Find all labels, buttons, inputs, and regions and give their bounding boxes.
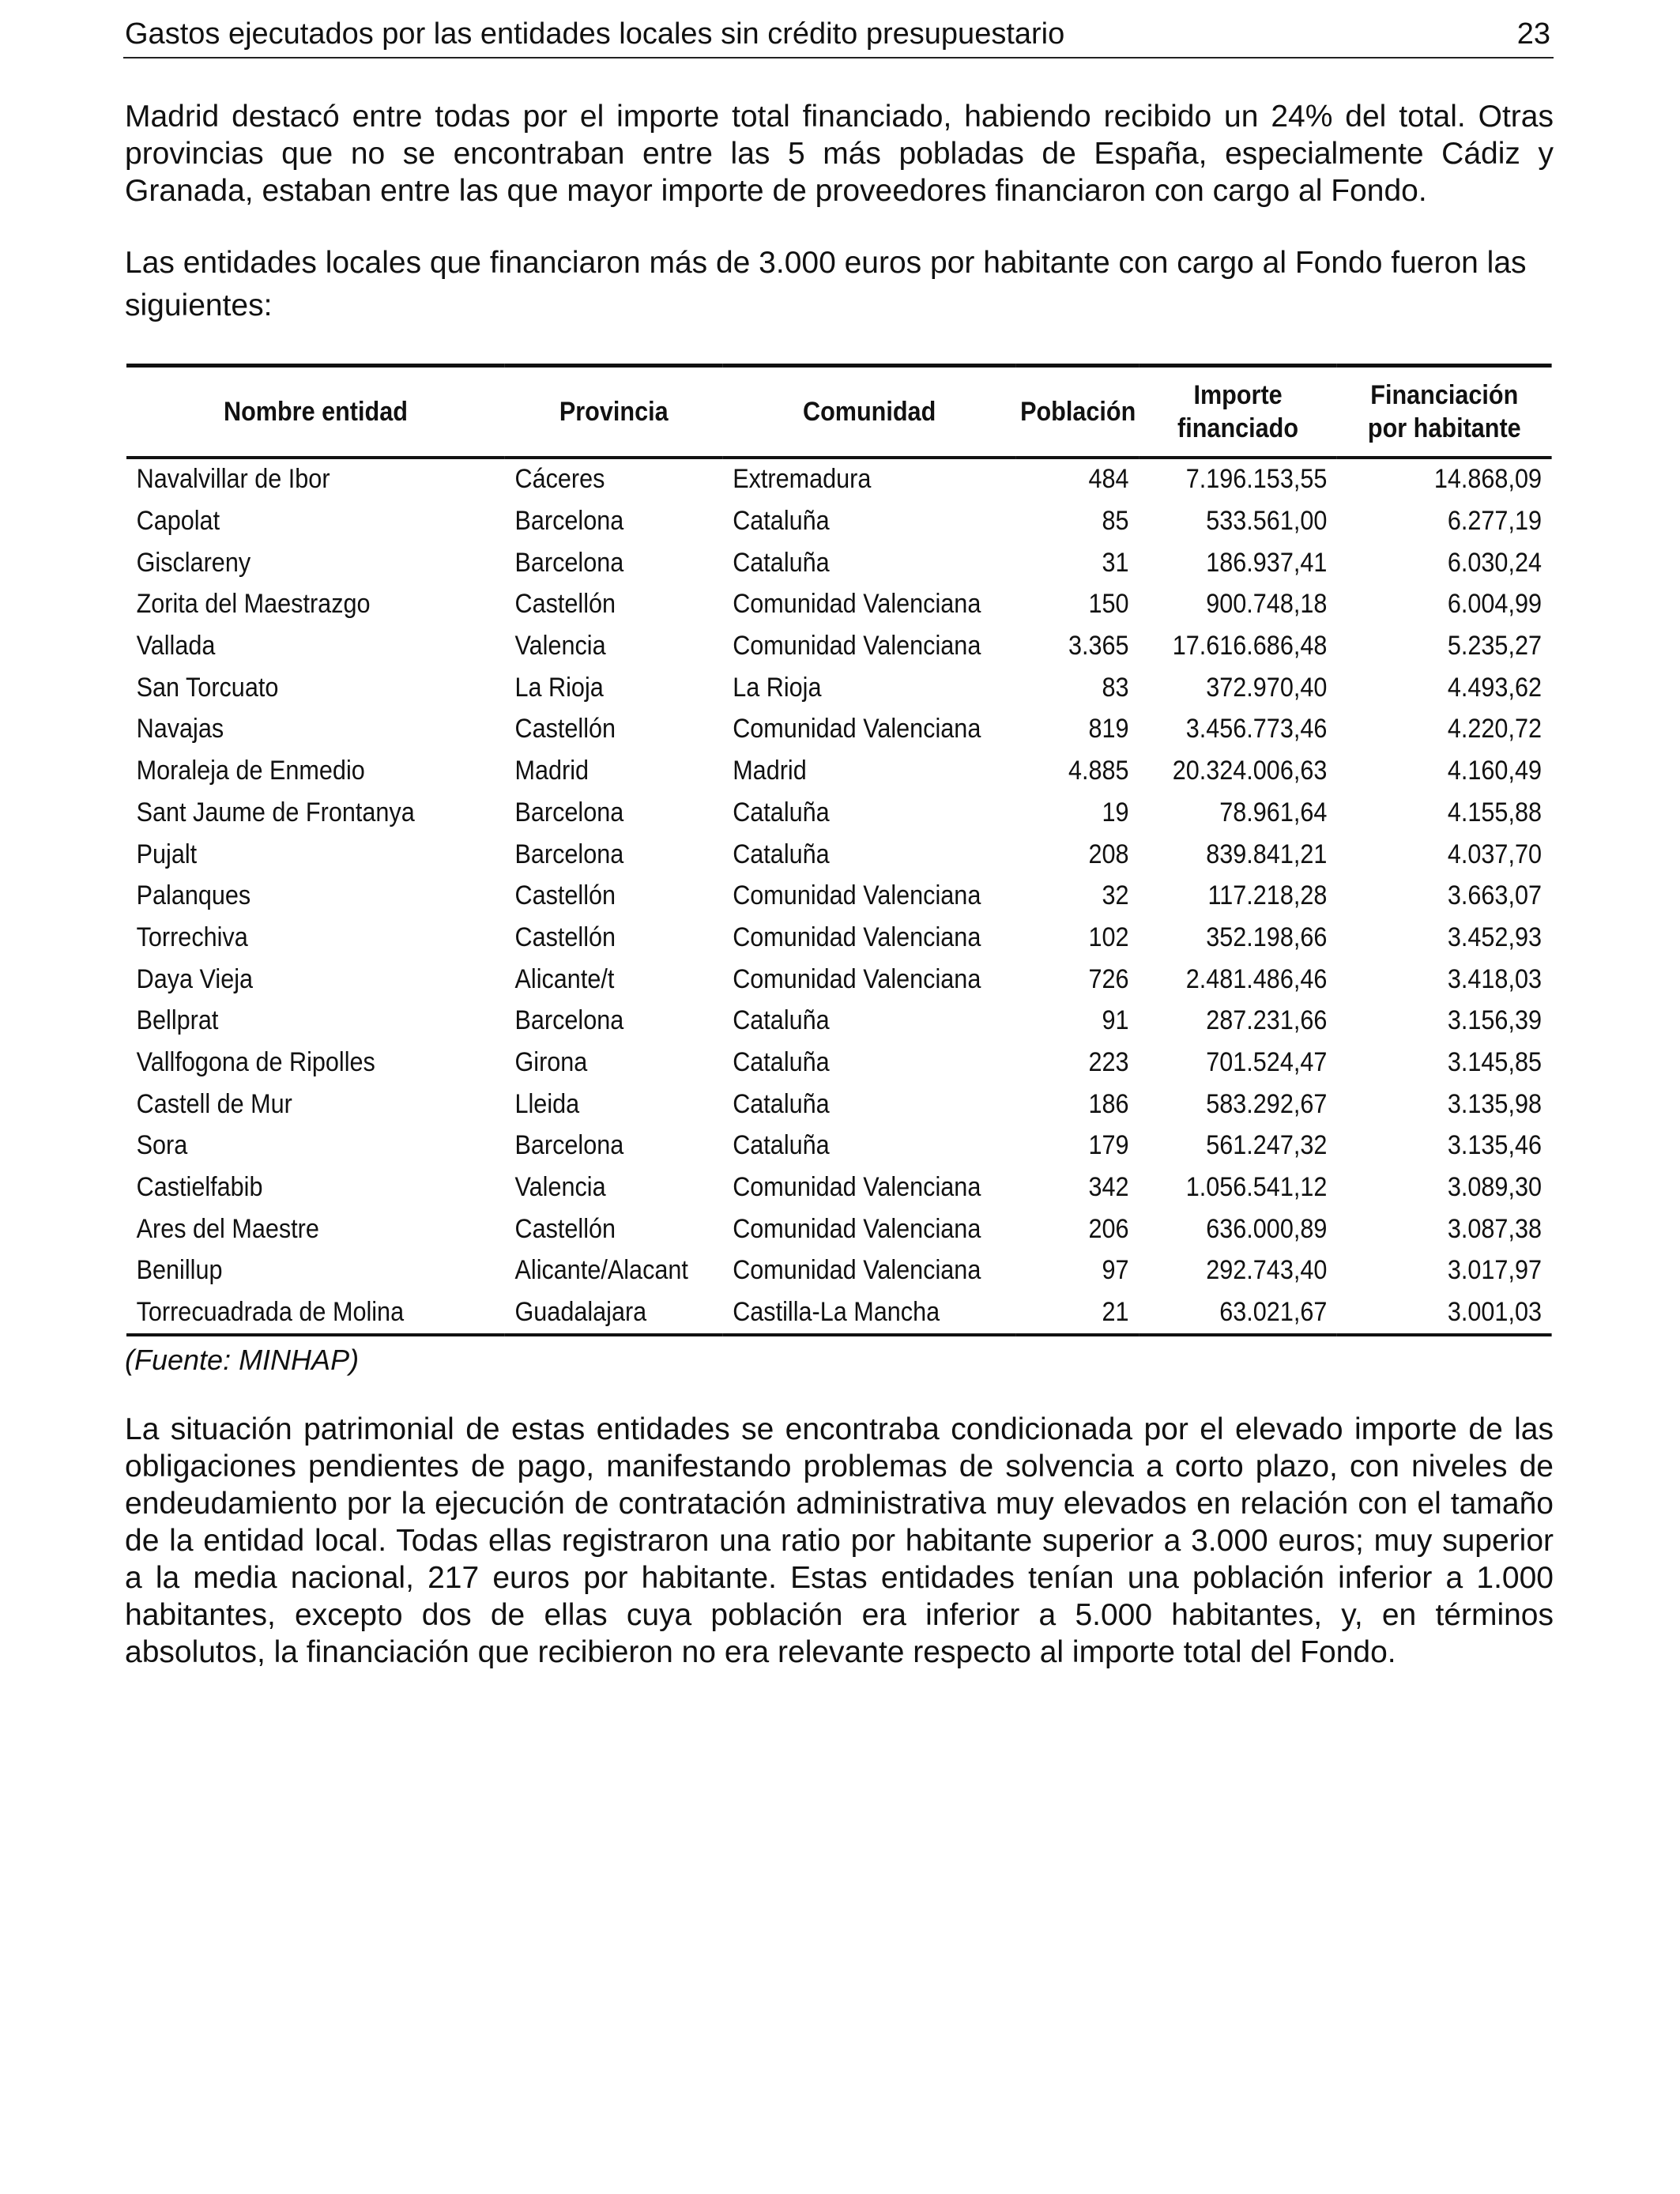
cell-nombre: Navalvillar de Ibor <box>136 464 330 495</box>
table-row <box>126 1250 1552 1292</box>
table-row <box>126 792 1552 834</box>
paragraph-intro-table: Las entidades locales que financiaron más de 3.000 euros por habitante con cargo al Fondo fueron las siguientes: <box>125 246 1527 322</box>
table-row <box>126 500 1552 542</box>
cell-comunidad: Cataluña <box>733 506 830 537</box>
cell-financiacion: 4.493,62 <box>1447 672 1542 703</box>
cell-comunidad: Extremadura <box>733 464 872 495</box>
cell-comunidad: Cataluña <box>733 839 830 869</box>
table-row <box>126 625 1552 667</box>
col-header-poblacion: Población <box>1016 366 1139 458</box>
cell-nombre: Ares del Maestre <box>136 1213 319 1244</box>
cell-poblacion: 83 <box>1102 672 1129 703</box>
cell-nombre: San Torcuato <box>136 672 279 703</box>
table-row <box>126 959 1552 1001</box>
cell-provincia: Guadalajara <box>505 1291 723 1335</box>
cell-nombre: Zorita del Maestrazgo <box>136 589 371 620</box>
col-header-importe-line1: Importe <box>1193 379 1283 410</box>
cell-financiacion: 6.277,19 <box>1447 506 1542 537</box>
cell-provincia: Valencia <box>514 1172 606 1203</box>
cell-importe: 2.481.486,46 <box>1185 963 1328 994</box>
cell-nombre: Palanques <box>136 880 251 911</box>
cell-provincia: Cáceres <box>514 464 605 495</box>
col-header-importe-line2: financiado <box>1177 413 1299 443</box>
cell-poblacion: 31 <box>1102 547 1129 578</box>
cell-importe: 352.198,66 <box>1206 922 1328 952</box>
cell-financiacion: 3.418,03 <box>1447 963 1542 994</box>
table-row <box>126 1125 1552 1167</box>
cell-importe: 533.561,00 <box>1206 506 1328 537</box>
col-header-nombre: Nombre entidad <box>126 366 505 458</box>
cell-importe: 1.056.541,12 <box>1185 1172 1328 1203</box>
cell-financiacion: 3.087,38 <box>1447 1213 1542 1244</box>
cell-poblacion: 208 <box>1088 839 1129 869</box>
col-header-financiacion-line1: Financiación <box>1370 379 1519 410</box>
cell-nombre: Sora <box>136 1130 188 1161</box>
cell-comunidad: La Rioja <box>733 672 822 703</box>
cell-importe: 636.000,89 <box>1206 1213 1328 1244</box>
cell-financiacion: 14.868,09 <box>1433 464 1542 495</box>
cell-provincia: Valencia <box>514 631 606 662</box>
cell-importe: 78.961,64 <box>1219 797 1328 827</box>
cell-provincia: Barcelona <box>514 839 624 869</box>
cell-provincia: Barcelona <box>514 547 624 578</box>
table-row <box>126 458 1552 501</box>
cell-provincia: Girona <box>514 1046 588 1077</box>
cell-nombre: Torrecuadrada de Molina <box>126 1291 505 1335</box>
cell-importe: 117.218,28 <box>1207 880 1328 911</box>
col-header-importe <box>1139 366 1337 458</box>
cell-nombre: Vallada <box>136 631 216 662</box>
cell-poblacion: 819 <box>1088 714 1129 745</box>
cell-poblacion: 19 <box>1102 797 1129 827</box>
cell-importe: 561.247,32 <box>1206 1130 1328 1161</box>
cell-provincia: Alicante/Alacant <box>514 1255 688 1286</box>
cell-nombre: Bellprat <box>136 1005 219 1036</box>
cell-importe: 287.231,66 <box>1206 1005 1328 1036</box>
cell-financiacion: 6.004,99 <box>1447 589 1542 620</box>
cell-financiacion: 5.235,27 <box>1447 631 1542 662</box>
cell-comunidad: Cataluña <box>733 797 830 827</box>
cell-importe: 17.616.686,48 <box>1172 631 1328 662</box>
cell-nombre: Vallfogona de Ripolles <box>136 1046 375 1077</box>
cell-importe: 186.937,41 <box>1206 547 1328 578</box>
table-row <box>126 667 1552 709</box>
cell-poblacion: 97 <box>1102 1255 1129 1286</box>
cell-poblacion: 342 <box>1088 1172 1129 1203</box>
cell-financiacion: 3.135,46 <box>1447 1130 1542 1161</box>
cell-financiacion: 3.452,93 <box>1447 922 1542 952</box>
cell-provincia: Alicante/t <box>514 963 615 994</box>
table-row <box>126 917 1552 959</box>
cell-provincia: La Rioja <box>514 672 604 703</box>
cell-poblacion: 150 <box>1088 589 1129 620</box>
page-number: 23 <box>1516 17 1550 51</box>
table-row <box>126 1208 1552 1250</box>
cell-financiacion: 4.220,72 <box>1447 714 1542 745</box>
table-header-row <box>126 366 1552 458</box>
cell-nombre: Castell de Mur <box>136 1088 292 1119</box>
cell-provincia: Barcelona <box>514 506 624 537</box>
cell-poblacion: 4.885 <box>1068 756 1129 786</box>
cell-importe: 900.748,18 <box>1206 589 1328 620</box>
cell-financiacion: 4.155,88 <box>1447 797 1542 827</box>
cell-poblacion: 3.365 <box>1068 631 1129 662</box>
table-row <box>126 1291 1552 1335</box>
cell-importe: 583.292,67 <box>1206 1088 1328 1119</box>
cell-comunidad: Cataluña <box>733 1130 830 1161</box>
cell-provincia: Castellón <box>514 880 616 911</box>
table-body <box>126 458 1552 1335</box>
cell-importe: 372.970,40 <box>1206 672 1328 703</box>
col-header-financiacion <box>1337 366 1552 458</box>
table-row <box>126 1042 1552 1084</box>
cell-importe: 292.743,40 <box>1206 1255 1328 1286</box>
col-header-financiacion-line2: por habitante <box>1367 413 1521 443</box>
cell-financiacion: 3.017,97 <box>1447 1255 1542 1286</box>
cell-comunidad: Comunidad Valenciana <box>733 714 981 745</box>
cell-comunidad: Cataluña <box>733 1005 830 1036</box>
table-row <box>126 750 1552 792</box>
cell-financiacion: 3.135,98 <box>1447 1088 1542 1119</box>
cell-importe: 20.324.006,63 <box>1172 756 1328 786</box>
cell-poblacion: 206 <box>1088 1213 1129 1244</box>
cell-financiacion: 4.037,70 <box>1447 839 1542 869</box>
cell-importe: 3.456.773,46 <box>1185 714 1328 745</box>
cell-importe: 839.841,21 <box>1206 839 1328 869</box>
cell-provincia: Castellón <box>514 589 616 620</box>
cell-nombre: Capolat <box>136 506 220 537</box>
cell-importe: 701.524,47 <box>1206 1046 1328 1077</box>
table-source: (Fuente: MINHAP) <box>125 1344 360 1376</box>
cell-provincia: Barcelona <box>514 797 624 827</box>
cell-provincia: Castellón <box>514 1213 616 1244</box>
cell-financiacion: 3.156,39 <box>1447 1005 1542 1036</box>
cell-poblacion: 186 <box>1088 1088 1129 1119</box>
cell-nombre: Navajas <box>136 714 224 745</box>
cell-importe: 63.021,67 <box>1139 1291 1337 1335</box>
paragraph-madrid: Madrid destacó entre todas por el importe total financiado, habiendo recibido un 24% del total. Otras provincias que no se encontraban entre las 5 más pobladas de España, especialmente Cádiz y Granada, estaban entre las que mayor importe de proveedores financiaron con cargo al Fondo. <box>125 100 1554 208</box>
cell-poblacion: 726 <box>1088 963 1129 994</box>
cell-importe: 7.196.153,55 <box>1185 464 1328 495</box>
cell-poblacion: 484 <box>1088 464 1129 495</box>
cell-comunidad: Castilla-La Mancha <box>723 1291 1016 1335</box>
cell-poblacion: 179 <box>1088 1130 1129 1161</box>
cell-comunidad: Comunidad Valenciana <box>733 1172 981 1203</box>
table-row <box>126 1084 1552 1125</box>
cell-comunidad: Cataluña <box>733 547 830 578</box>
cell-financiacion: 3.089,30 <box>1447 1172 1542 1203</box>
cell-financiacion: 6.030,24 <box>1447 547 1542 578</box>
cell-comunidad: Cataluña <box>733 1088 830 1119</box>
cell-provincia: Lleida <box>514 1088 580 1119</box>
cell-poblacion: 102 <box>1088 922 1129 952</box>
page-header <box>123 13 1554 58</box>
cell-comunidad: Comunidad Valenciana <box>733 1213 981 1244</box>
table-row <box>126 1000 1552 1042</box>
cell-comunidad: Madrid <box>733 756 807 786</box>
cell-financiacion: 4.160,49 <box>1447 756 1542 786</box>
cell-comunidad: Comunidad Valenciana <box>733 922 981 952</box>
cell-financiacion: 3.145,85 <box>1447 1046 1542 1077</box>
cell-nombre: Daya Vieja <box>136 963 254 994</box>
cell-comunidad: Comunidad Valenciana <box>733 631 981 662</box>
table-row <box>126 834 1552 876</box>
cell-comunidad: Comunidad Valenciana <box>733 880 981 911</box>
cell-nombre: Pujalt <box>136 839 198 869</box>
entities-table <box>126 364 1552 1336</box>
cell-nombre: Moraleja de Enmedio <box>136 756 365 786</box>
cell-nombre: Sant Jaume de Frontanya <box>136 797 415 827</box>
cell-poblacion: 223 <box>1088 1046 1129 1077</box>
col-header-provincia: Provincia <box>505 366 723 458</box>
table-row <box>126 875 1552 917</box>
cell-nombre: Benillup <box>136 1255 223 1286</box>
cell-poblacion: 32 <box>1102 880 1129 911</box>
table-row <box>126 584 1552 626</box>
cell-comunidad: Comunidad Valenciana <box>733 963 981 994</box>
cell-provincia: Castellón <box>514 922 616 952</box>
cell-financiacion: 3.663,07 <box>1447 880 1542 911</box>
col-header-comunidad: Comunidad <box>723 366 1016 458</box>
cell-provincia: Barcelona <box>514 1005 624 1036</box>
cell-provincia: Barcelona <box>514 1130 624 1161</box>
cell-provincia: Castellón <box>514 714 616 745</box>
cell-nombre: Torrechiva <box>136 922 248 952</box>
table-row <box>126 542 1552 584</box>
table-row <box>126 709 1552 751</box>
cell-provincia: Madrid <box>514 756 590 786</box>
cell-comunidad: Comunidad Valenciana <box>733 1255 981 1286</box>
header-title: Gastos ejecutados por las entidades locales sin crédito presupuestario <box>125 17 1065 51</box>
cell-comunidad: Cataluña <box>733 1046 830 1077</box>
cell-comunidad: Comunidad Valenciana <box>733 589 981 620</box>
cell-financiacion: 3.001,03 <box>1337 1291 1552 1335</box>
cell-poblacion: 21 <box>1016 1291 1139 1335</box>
paragraph-situacion-patrimonial: La situación patrimonial de estas entidades se encontraba condicionada por el elevado importe de las obligaciones pendientes de pago, manifestando problemas de solvencia a corto plazo, con niveles de endeudamiento por la ejecución de contratación administrativa muy elevados en relación con el tamaño de la entidad local. Todas ellas registraron una ratio por habitante superior a 3.000 euros; muy superior a la media nacional, 217 euros por habitante. Estas entidades tenían una población inferior a 1.000 habitantes, excepto dos de ellas cuya población era inferior a 5.000 habitantes, y, en términos absolutos, la financiación que recibieron no era relevante respecto al importe total del Fondo. <box>125 1412 1554 1669</box>
cell-nombre: Castielfabib <box>136 1172 263 1203</box>
cell-poblacion: 85 <box>1102 506 1129 537</box>
cell-poblacion: 91 <box>1102 1005 1129 1036</box>
table-row <box>126 1167 1552 1208</box>
cell-nombre: Gisclareny <box>136 547 251 578</box>
